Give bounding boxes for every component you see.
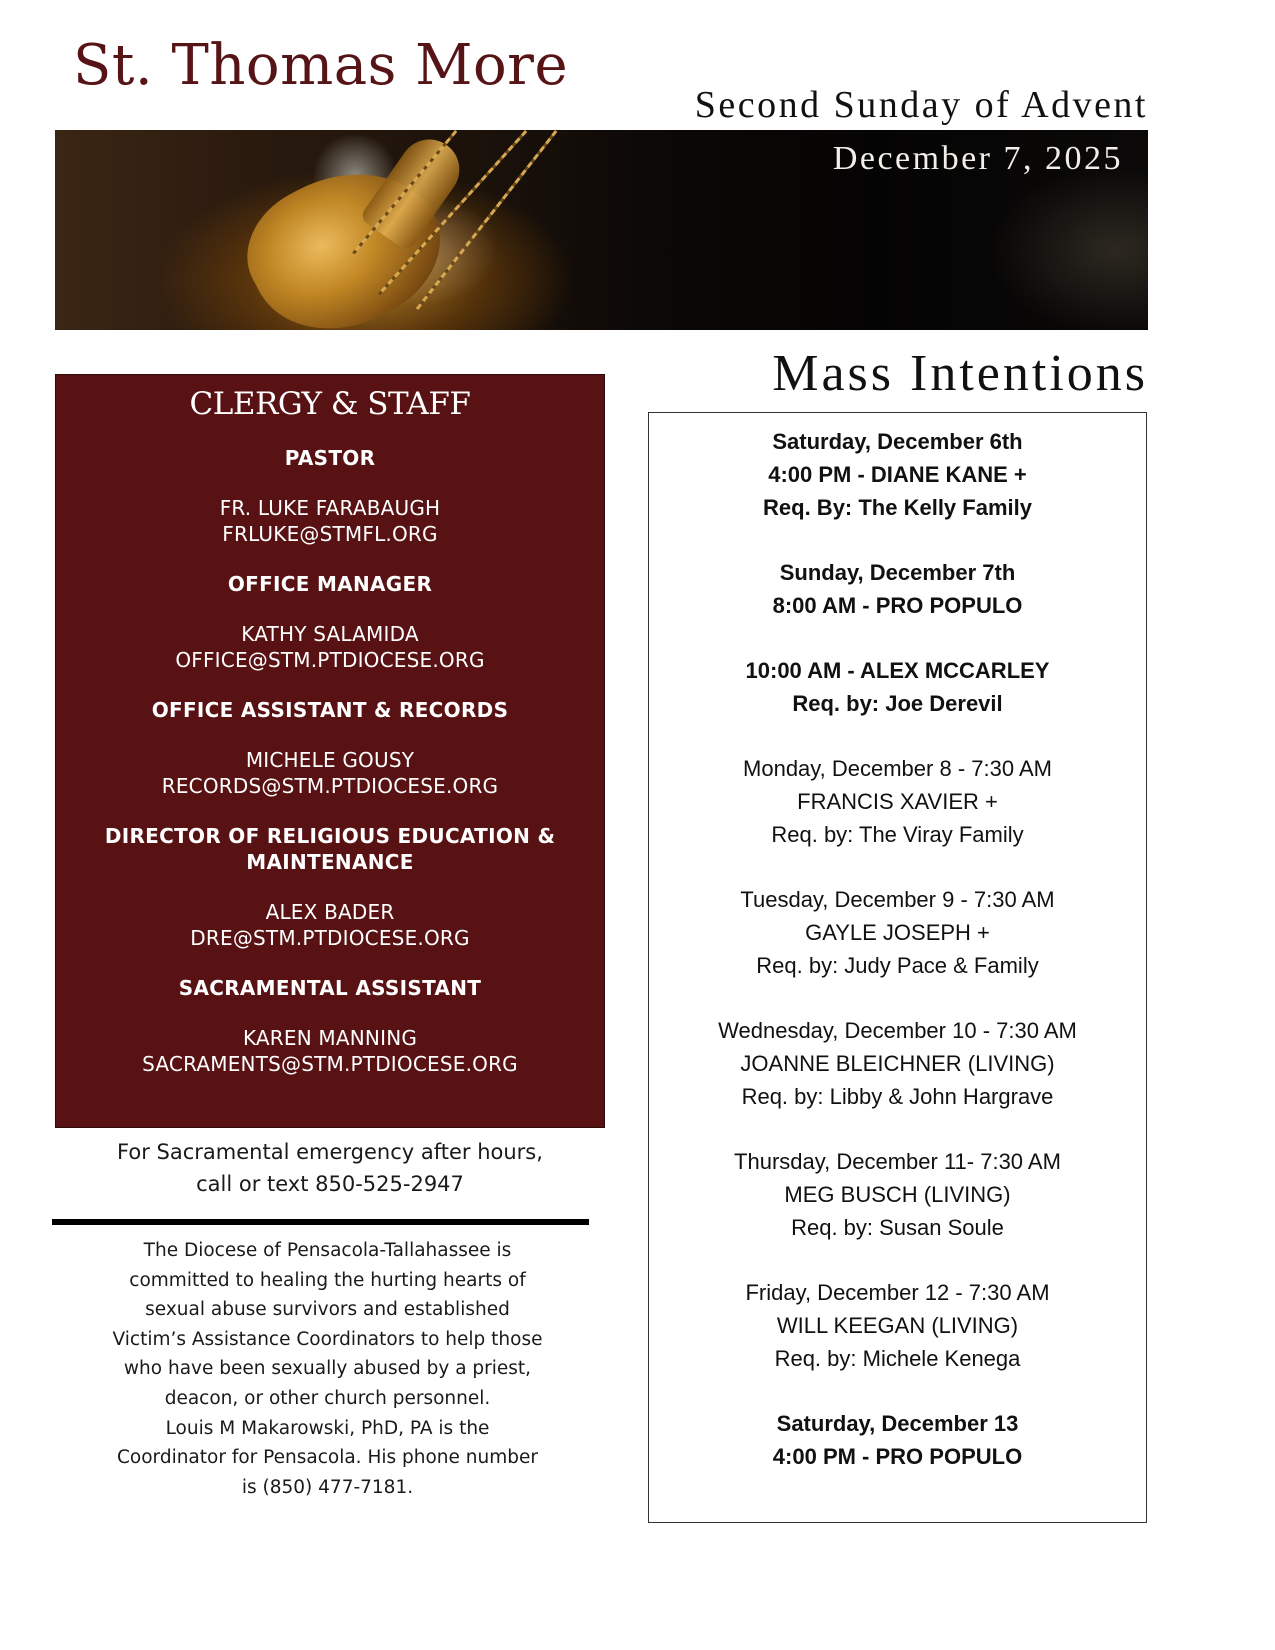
mass-intentions-panel bbox=[648, 412, 1147, 1523]
intention-name: FRANCIS XAVIER + bbox=[797, 789, 998, 814]
sacramental-emergency-notice bbox=[55, 1136, 605, 1200]
staff-name: KATHY SALAMIDA bbox=[241, 622, 419, 646]
intention-name: 10:00 AM - ALEX MCCARLEY bbox=[745, 658, 1050, 683]
staff-email[interactable]: OFFICE@STM.PTDIOCESE.ORG bbox=[175, 648, 485, 672]
intention-name: 4:00 PM - DIANE KANE + bbox=[768, 462, 1027, 487]
staff-email[interactable]: DRE@STM.PTDIOCESE.ORG bbox=[190, 926, 470, 950]
staff-role: SACRAMENTAL ASSISTANT bbox=[178, 976, 482, 1000]
clergy-staff-heading: CLERGY & STAFF bbox=[189, 386, 471, 422]
staff-email[interactable]: SACRAMENTS@STM.PTDIOCESE.ORG bbox=[142, 1052, 518, 1076]
intention-day: Sunday, December 7th bbox=[779, 560, 1016, 585]
intention-day: Tuesday, December 9 - 7:30 AM bbox=[740, 887, 1055, 912]
liturgical-week-title: Second Sunday of Advent bbox=[694, 84, 1148, 126]
note-line: sexual abuse survivors and established bbox=[145, 1299, 510, 1321]
mass-intentions-list bbox=[649, 413, 1146, 1473]
staff-role: OFFICE MANAGER bbox=[227, 572, 433, 596]
emergency-phone-line[interactable]: call or text 850-525-2947 bbox=[196, 1172, 464, 1196]
intention-name: JOANNE BLEICHNER (LIVING) bbox=[740, 1051, 1055, 1076]
note-line: Coordinator for Pensacola. His phone number bbox=[116, 1447, 538, 1469]
parish-name: St. Thomas More bbox=[73, 33, 569, 98]
intention-requester: Req. by: Judy Pace & Family bbox=[756, 953, 1039, 978]
note-line: committed to healing the hurting hearts of bbox=[129, 1269, 526, 1291]
intention-name: GAYLE JOSEPH + bbox=[805, 920, 990, 945]
intention-day: Wednesday, December 10 - 7:30 AM bbox=[718, 1018, 1077, 1043]
diocese-safe-environment-note bbox=[55, 1236, 600, 1502]
intention-name: 4:00 PM - PRO POPULO bbox=[772, 1444, 1023, 1469]
intention-requester: Req. by: Joe Derevil bbox=[792, 691, 1003, 716]
note-line: who have been sexually abused by a priest, bbox=[123, 1358, 532, 1380]
staff-name: FR. LUKE FARABAUGH bbox=[219, 496, 441, 520]
section-divider bbox=[52, 1219, 589, 1225]
staff-name: MICHELE GOUSY bbox=[245, 748, 415, 772]
note-line: The Diocese of Pensacola-Tallahassee is bbox=[143, 1240, 512, 1261]
bulletin-date: December 7, 2025 bbox=[832, 140, 1123, 177]
staff-role: DIRECTOR OF RELIGIOUS EDUCATION & bbox=[104, 824, 556, 848]
staff-name: ALEX BADER bbox=[265, 900, 395, 924]
intention-name: MEG BUSCH (LIVING) bbox=[784, 1182, 1011, 1207]
emergency-line: For Sacramental emergency after hours, bbox=[117, 1140, 543, 1164]
note-line: deacon, or other church personnel. bbox=[164, 1387, 491, 1409]
note-line: Louis M Makarowski, PhD, PA is the bbox=[165, 1417, 490, 1439]
intention-name: WILL KEEGAN (LIVING) bbox=[776, 1313, 1019, 1338]
intention-requester: Req. by: The Viray Family bbox=[771, 822, 1024, 847]
staff-role: PASTOR bbox=[284, 446, 376, 470]
staff-role: MAINTENANCE bbox=[246, 850, 414, 874]
staff-name: KAREN MANNING bbox=[242, 1026, 418, 1050]
thurible-banner-image bbox=[55, 130, 1148, 330]
clergy-staff-panel bbox=[55, 374, 605, 1128]
intention-day: Saturday, December 13 bbox=[776, 1411, 1019, 1436]
intention-requester: Req. by: Susan Soule bbox=[791, 1215, 1004, 1240]
intention-day: Monday, December 8 - 7:30 AM bbox=[743, 756, 1052, 781]
staff-role: OFFICE ASSISTANT & RECORDS bbox=[151, 698, 509, 722]
staff-email[interactable]: FRLUKE@STMFL.ORG bbox=[222, 522, 438, 546]
intention-name: 8:00 AM - PRO POPULO bbox=[772, 593, 1023, 618]
intention-day: Friday, December 12 - 7:30 AM bbox=[745, 1280, 1050, 1305]
intention-requester: Req. by: Michele Kenega bbox=[774, 1346, 1021, 1371]
staff-email[interactable]: RECORDS@STM.PTDIOCESE.ORG bbox=[161, 774, 499, 798]
intention-requester: Req. by: Libby & John Hargrave bbox=[741, 1084, 1054, 1109]
mass-intentions-title: Mass Intentions bbox=[772, 345, 1148, 402]
note-line: Victim’s Assistance Coordinators to help those bbox=[112, 1328, 543, 1350]
intention-day: Saturday, December 6th bbox=[772, 429, 1023, 454]
intention-day: Thursday, December 11- 7:30 AM bbox=[734, 1149, 1061, 1174]
intention-requester: Req. By: The Kelly Family bbox=[763, 495, 1032, 520]
note-line[interactable]: is (850) 477-7181. bbox=[241, 1476, 414, 1498]
